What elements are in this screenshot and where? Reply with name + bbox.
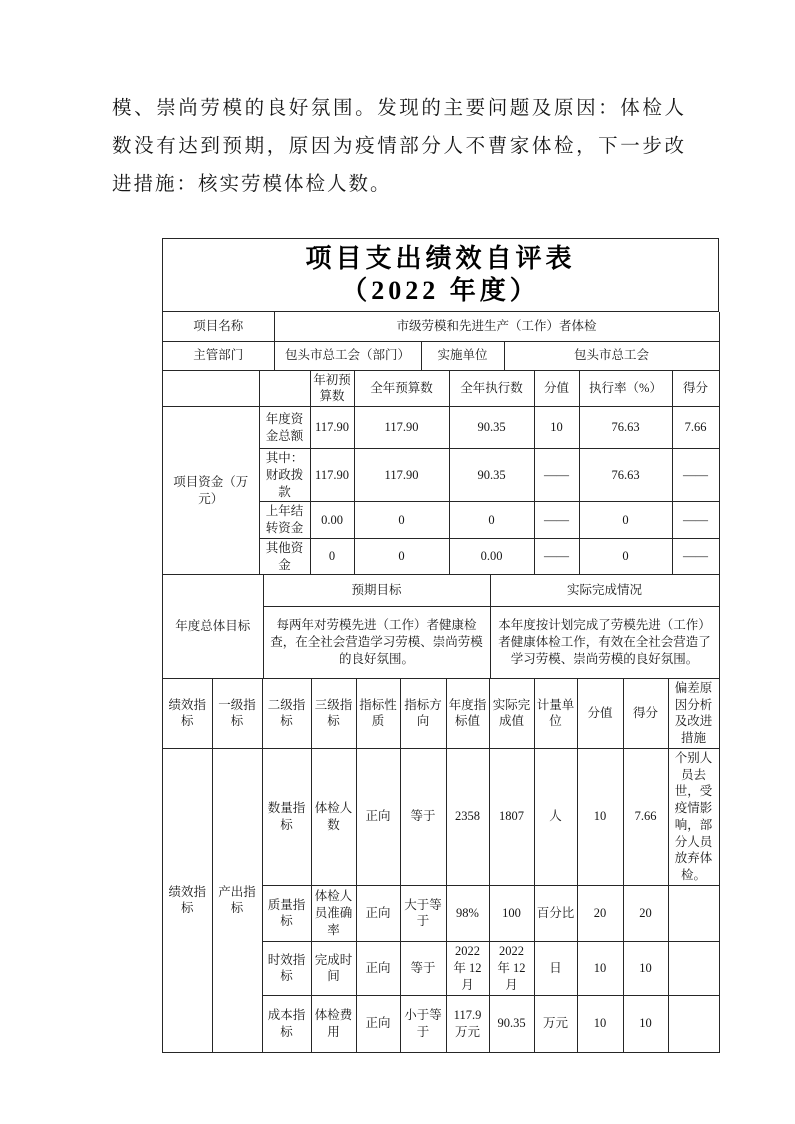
ind-header-performance: 绩效指标 <box>163 679 212 749</box>
ind-level3: 体检费用 <box>311 995 356 1052</box>
funds-cell: 0 <box>449 502 534 539</box>
ind-level3: 完成时间 <box>311 941 356 995</box>
ind-header-deviation: 偏差原因分析及改进措施 <box>668 679 719 749</box>
funds-header-points: 分值 <box>534 371 579 407</box>
annual-goal-section <box>163 575 720 679</box>
funds-cell: 0 <box>354 502 449 539</box>
funds-cell: —— <box>672 538 719 575</box>
ind-nature: 正向 <box>356 995 400 1052</box>
funds-cell: —— <box>672 502 719 539</box>
project-name-section <box>163 312 720 343</box>
ind-direction: 等于 <box>400 941 446 995</box>
ind-header-nature: 指标性质 <box>356 679 400 749</box>
funds-header-annual-budget: 全年预算数 <box>354 371 449 407</box>
ind-points: 10 <box>577 748 623 885</box>
funds-row-label: 其他资金 <box>259 538 310 575</box>
ind-level2: 时效指标 <box>262 941 311 995</box>
funds-cell: 0 <box>579 538 672 575</box>
funds-cell: 117.90 <box>354 407 449 449</box>
ind-header-actual: 实际完成值 <box>489 679 534 749</box>
ind-points: 20 <box>577 885 623 941</box>
ind-nature: 正向 <box>356 748 400 885</box>
funds-cell: —— <box>534 449 579 502</box>
ind-score: 20 <box>623 885 668 941</box>
ind-target: 98% <box>446 885 489 941</box>
ind-actual: 90.35 <box>489 995 534 1052</box>
ind-level1-label: 产出指标 <box>212 748 262 1052</box>
ind-header-level1: 一级指标 <box>212 679 262 749</box>
ind-direction: 等于 <box>400 748 446 885</box>
departments-section <box>163 342 720 371</box>
ind-target: 2022 年 12 月 <box>446 941 489 995</box>
funds-cell: 0.00 <box>310 502 354 539</box>
paragraph-line-3: 进措施：核实劳模体检人数。 <box>112 174 392 195</box>
ind-level2: 质量指标 <box>262 885 311 941</box>
ind-direction: 小于等于 <box>400 995 446 1052</box>
table-title-line-1: 项目支出绩效自评表 <box>305 243 576 273</box>
funds-row-label: 上年结转资金 <box>259 502 310 539</box>
actual-completion-header: 实际完成情况 <box>490 575 719 606</box>
funds-header-execution-rate: 执行率（%） <box>579 371 672 407</box>
funds-cell: 0 <box>579 502 672 539</box>
ind-unit: 日 <box>534 941 577 995</box>
competent-dept-label: 主管部门 <box>163 342 274 370</box>
ind-score: 10 <box>623 941 668 995</box>
expected-goal-text: 每两年对劳模先进（工作）者健康检查，在全社会营造学习劳模、崇尚劳模的良好氛围。 <box>263 606 490 678</box>
funds-cell: 117.90 <box>310 449 354 502</box>
funds-corner-cell-1 <box>163 371 259 407</box>
funds-cell: —— <box>534 502 579 539</box>
implementing-unit-value: 包头市总工会 <box>504 342 719 370</box>
table-row <box>163 748 719 885</box>
expected-goal-header: 预期目标 <box>263 575 490 606</box>
funds-cell: —— <box>534 538 579 575</box>
table-row <box>163 407 719 449</box>
ind-header-unit: 计量单位 <box>534 679 577 749</box>
self-evaluation-table <box>162 238 719 1053</box>
ind-level3: 体检人数 <box>311 748 356 885</box>
table-title-line-2: （2022 年度） <box>341 275 540 305</box>
ind-header-points: 分值 <box>577 679 623 749</box>
ind-points: 10 <box>577 995 623 1052</box>
paragraph-line-1: 模、崇尚劳模的良好氛围。发现的主要问题及原因：体检人 <box>112 98 686 119</box>
ind-group-label: 绩效指标 <box>163 748 212 1052</box>
ind-target: 117.9 万元 <box>446 995 489 1052</box>
funds-cell: 76.63 <box>579 449 672 502</box>
indicators-section <box>163 679 720 1053</box>
ind-points: 10 <box>577 941 623 995</box>
funds-section <box>163 371 720 576</box>
funds-cell: 10 <box>534 407 579 449</box>
funds-cell: 76.63 <box>579 407 672 449</box>
ind-direction: 大于等于 <box>400 885 446 941</box>
body-paragraph <box>112 90 686 204</box>
funds-header-score: 得分 <box>672 371 719 407</box>
ind-header-score: 得分 <box>623 679 668 749</box>
funds-group-label: 项目资金（万元） <box>163 407 259 575</box>
ind-header-direction: 指标方向 <box>400 679 446 749</box>
funds-cell: 117.90 <box>354 449 449 502</box>
ind-unit: 万元 <box>534 995 577 1052</box>
project-name-value: 市级劳模和先进生产（工作）者体检 <box>274 312 719 342</box>
title-section <box>163 239 719 312</box>
paragraph-line-2: 数没有达到预期，原因为疫情部分人不曹家体检，下一步改 <box>112 136 686 157</box>
implementing-unit-label: 实施单位 <box>421 342 504 370</box>
funds-cell: 90.35 <box>449 407 534 449</box>
annual-goal-label: 年度总体目标 <box>163 575 263 678</box>
ind-deviation <box>668 941 719 995</box>
ind-score: 7.66 <box>623 748 668 885</box>
ind-actual: 1807 <box>489 748 534 885</box>
ind-level2: 数量指标 <box>262 748 311 885</box>
funds-cell: 7.66 <box>672 407 719 449</box>
ind-unit: 百分比 <box>534 885 577 941</box>
ind-score: 10 <box>623 995 668 1052</box>
project-name-label: 项目名称 <box>163 312 274 342</box>
ind-nature: 正向 <box>356 941 400 995</box>
ind-header-level3: 三级指标 <box>311 679 356 749</box>
ind-nature: 正向 <box>356 885 400 941</box>
funds-cell: —— <box>672 449 719 502</box>
ind-level2: 成本指标 <box>262 995 311 1052</box>
ind-actual: 100 <box>489 885 534 941</box>
funds-cell: 90.35 <box>449 449 534 502</box>
funds-header-initial-budget: 年初预算数 <box>310 371 354 407</box>
actual-completion-text: 本年度按计划完成了劳模先进（工作）者健康体检工作，有效在全社会营造了学习劳模、崇尚劳模的良好氛围。 <box>490 606 719 678</box>
funds-row-label: 其中：财政拨款 <box>259 449 310 502</box>
ind-deviation: 个别人员去世，受疫情影响，部分人员放弃体检。 <box>668 748 719 885</box>
ind-level3: 体检人员准确率 <box>311 885 356 941</box>
ind-deviation <box>668 885 719 941</box>
funds-cell: 117.90 <box>310 407 354 449</box>
ind-deviation <box>668 995 719 1052</box>
funds-cell: 0 <box>310 538 354 575</box>
ind-actual: 2022 年 12 月 <box>489 941 534 995</box>
funds-row-label: 年度资金总额 <box>259 407 310 449</box>
funds-cell: 0.00 <box>449 538 534 575</box>
funds-cell: 0 <box>354 538 449 575</box>
competent-dept-value: 包头市总工会（部门） <box>274 342 421 370</box>
ind-header-level2: 二级指标 <box>262 679 311 749</box>
table-title-cell <box>163 239 719 311</box>
funds-corner-cell-2 <box>259 371 310 407</box>
ind-target: 2358 <box>446 748 489 885</box>
ind-unit: 人 <box>534 748 577 885</box>
funds-header-annual-execution: 全年执行数 <box>449 371 534 407</box>
ind-header-target: 年度指标值 <box>446 679 489 749</box>
